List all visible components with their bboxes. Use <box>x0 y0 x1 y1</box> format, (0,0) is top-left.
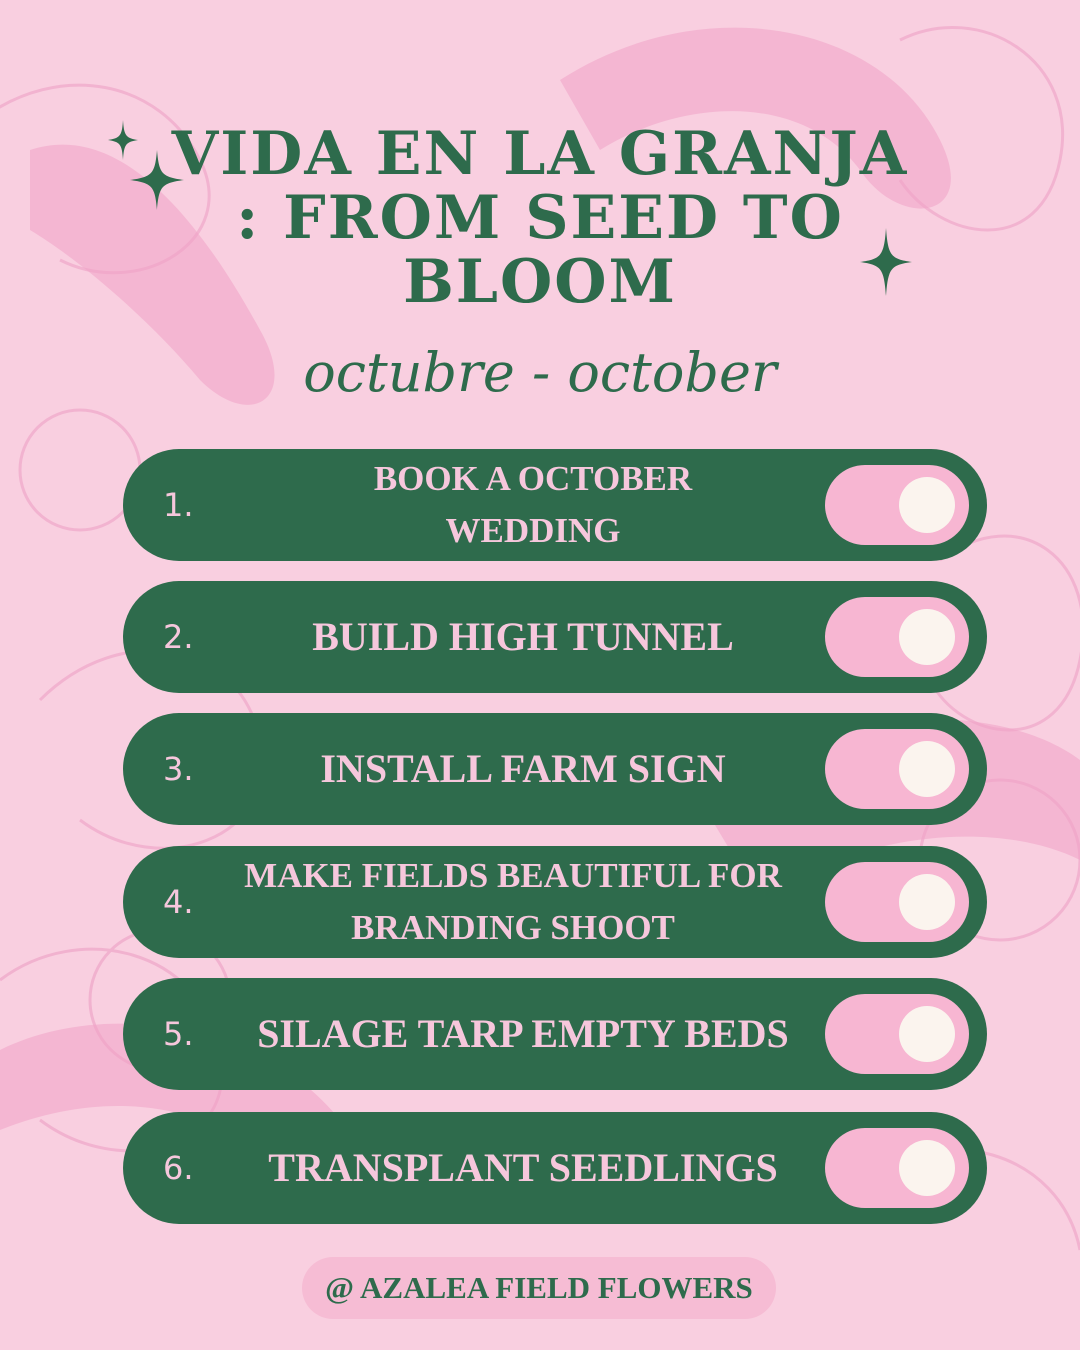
task-item-6[interactable] <box>123 1112 987 1224</box>
toggle-switch[interactable] <box>825 862 969 942</box>
toggle-knob <box>899 1006 955 1062</box>
toggle-knob <box>899 1140 955 1196</box>
task-label: BUILD HIGH TUNNEL <box>312 614 734 659</box>
task-item-2[interactable] <box>123 581 987 693</box>
task-label: TRANSPLANT SEEDLINGS <box>268 1145 778 1190</box>
toggle-switch[interactable] <box>825 729 969 809</box>
toggle-knob <box>899 477 955 533</box>
task-number: 3. <box>163 750 194 788</box>
task-number: 1. <box>163 486 194 524</box>
task-label: INSTALL FARM SIGN <box>320 746 726 791</box>
toggle-switch[interactable] <box>825 597 969 677</box>
month-subtitle: octubre - october <box>303 341 777 404</box>
task-label: MAKE FIELDS BEAUTIFUL FOR BRANDING SHOOT <box>244 856 782 947</box>
task-number: 6. <box>163 1149 194 1187</box>
task-label: BOOK A OCTOBER WEDDING <box>373 459 693 550</box>
task-item-1[interactable] <box>123 449 987 561</box>
task-number: 4. <box>163 883 194 921</box>
brand-handle: @ AZALEA FIELD FLOWERS <box>302 1257 776 1319</box>
task-item-3[interactable] <box>123 713 987 825</box>
toggle-knob <box>899 609 955 665</box>
task-item-4[interactable] <box>123 846 987 958</box>
toggle-switch[interactable] <box>825 994 969 1074</box>
task-number: 5. <box>163 1015 194 1053</box>
toggle-knob <box>899 874 955 930</box>
toggle-switch[interactable] <box>825 465 969 545</box>
toggle-switch[interactable] <box>825 1128 969 1208</box>
page-title: VIDA EN LA GRANJA : FROM SEED TO BLOOM <box>171 119 909 317</box>
task-item-5[interactable] <box>123 978 987 1090</box>
task-label: SILAGE TARP EMPTY BEDS <box>257 1011 789 1056</box>
task-number: 2. <box>163 618 194 656</box>
toggle-knob <box>899 741 955 797</box>
